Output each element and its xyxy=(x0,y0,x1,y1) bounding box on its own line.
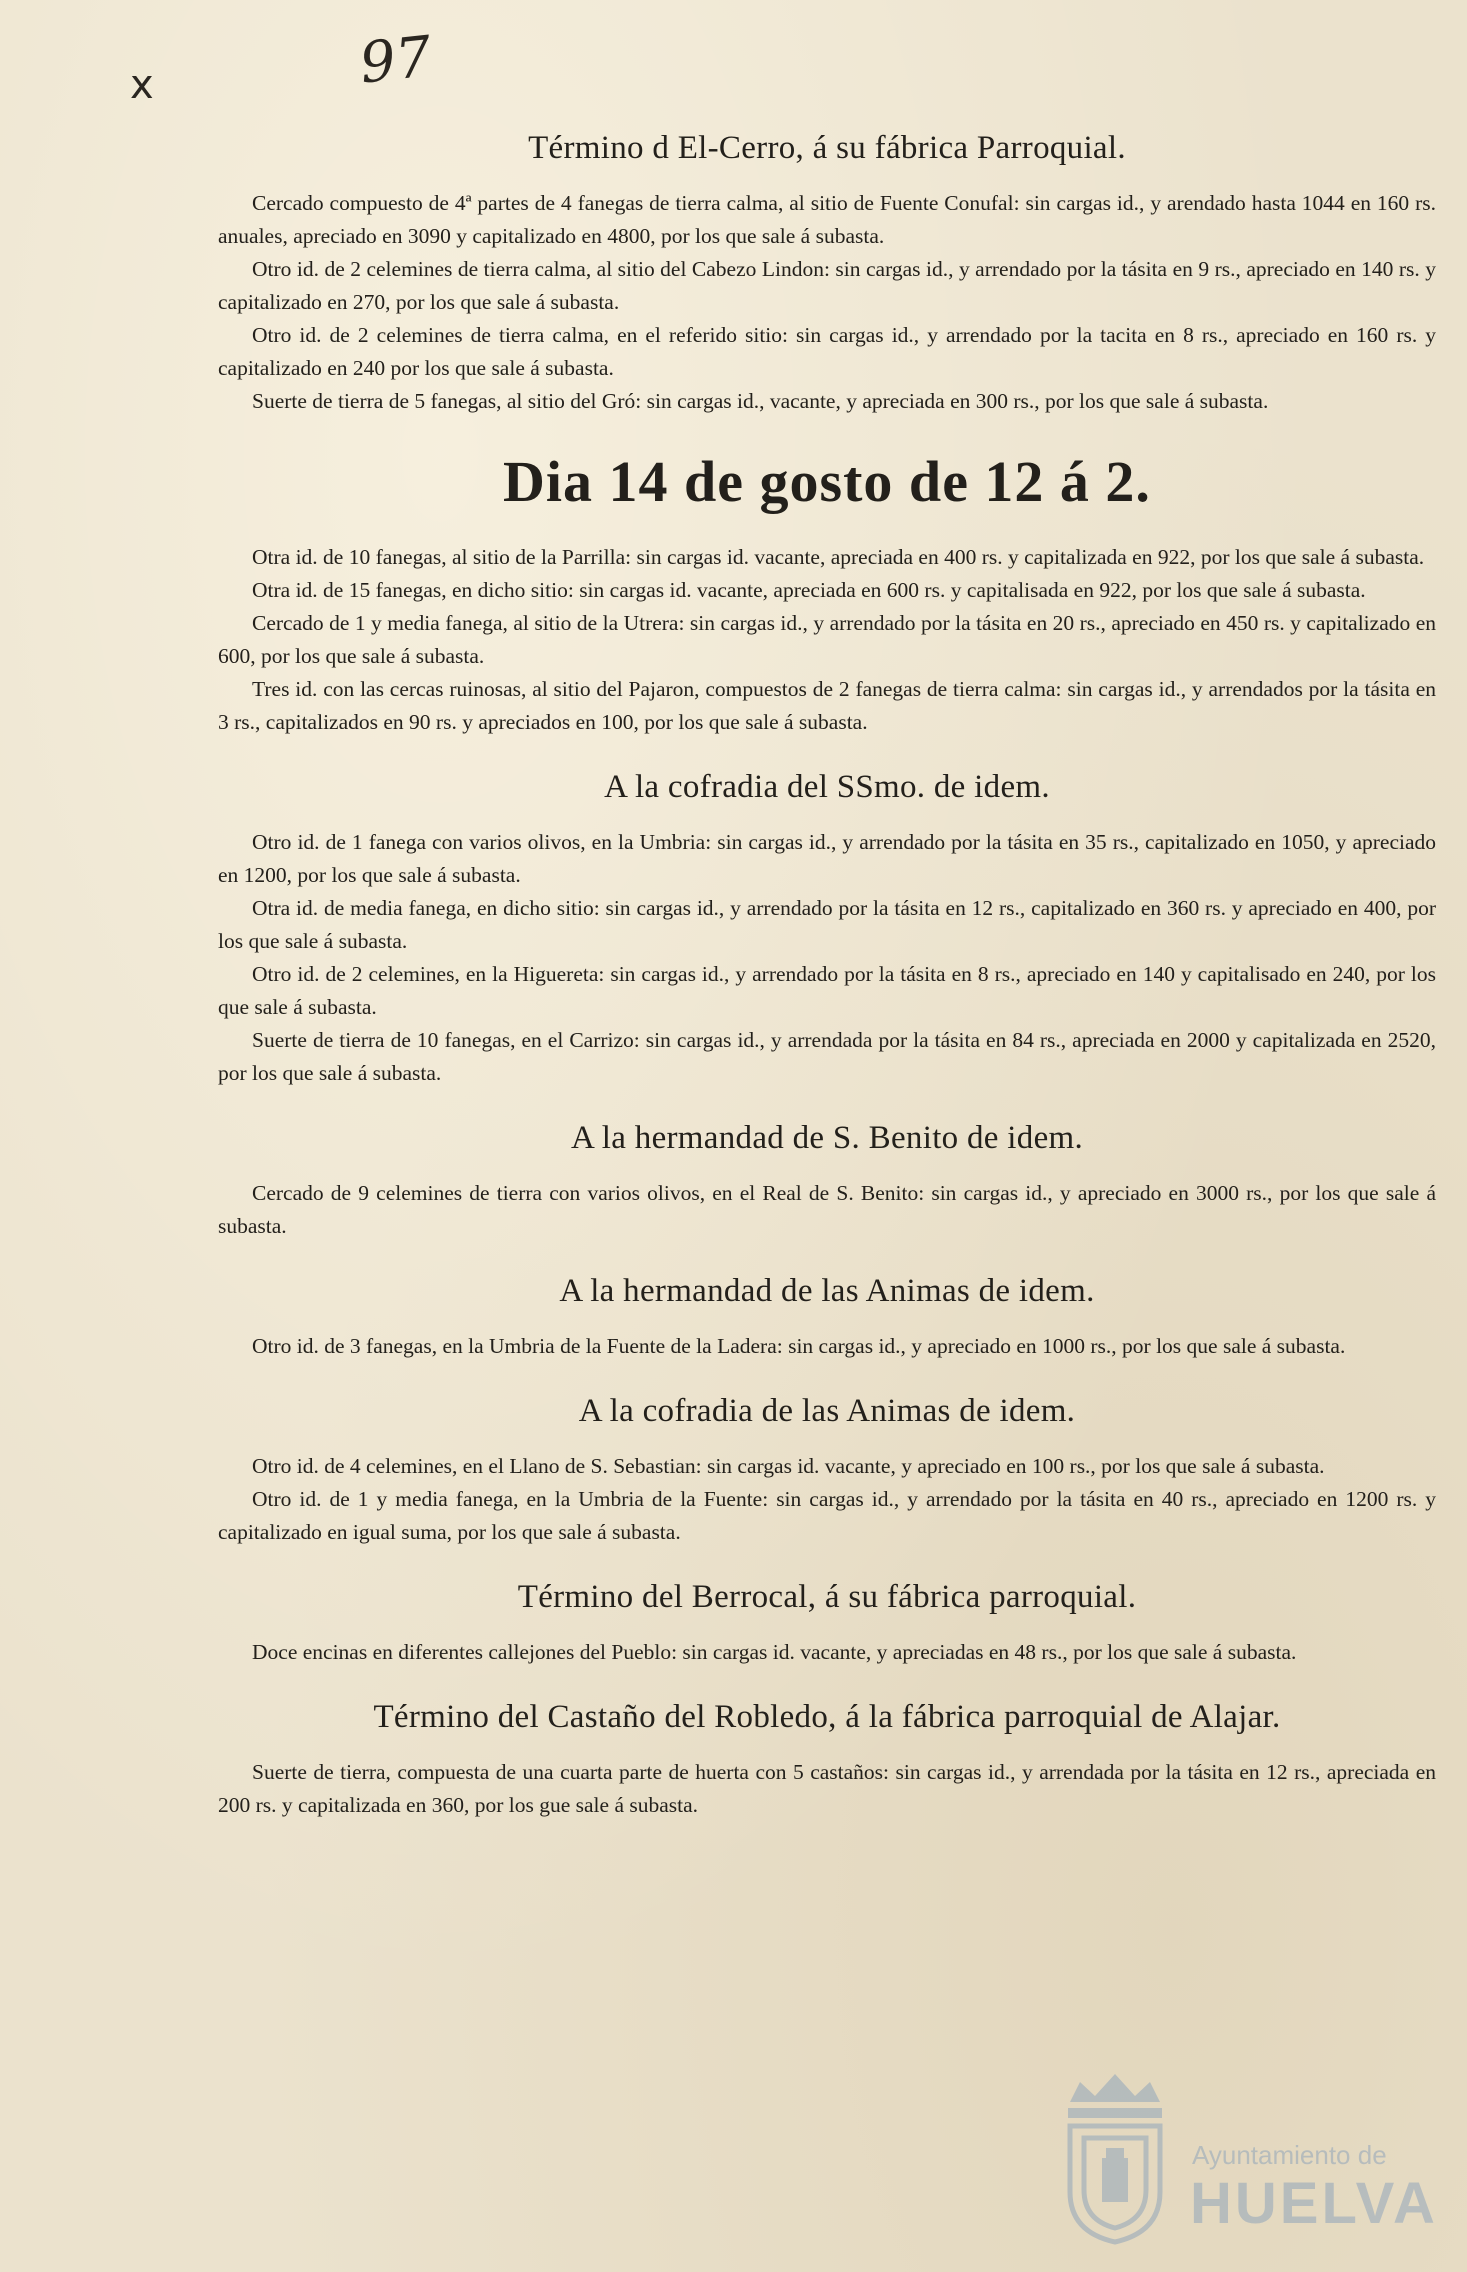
entry: Cercado compuesto de 4ª partes de 4 fanegas de tierra calma, al sitio de Fuente Conufal: sin cargas id., y arendado hasta 1044 en 160 rs. anuales, apreciado en 3090 y capitalizado en 4800, por los que sale á subasta. xyxy=(218,191,1436,248)
entry: Cercado de 1 y media fanega, al sitio de la Utrera: sin cargas id., y arrendado por la tásita en 20 rs., apreciado en 450 rs. y capitalizado en 600, por los que sale á subasta. xyxy=(218,611,1436,668)
watermark-line-1: Ayuntamiento de xyxy=(1192,2140,1387,2170)
entry: Otra id. de 10 fanegas, al sitio de la Parrilla: sin cargas id. vacante, apreciada en 400 rs. y capitalizada en 922, por los que sale á subasta. xyxy=(252,545,1425,569)
handwritten-folio-number: 97 xyxy=(356,24,435,97)
entry: Suerte de tierra de 5 fanegas, al sitio del Gró: sin cargas id., vacante, y apreciada en 300 rs., por los que sale á subasta. xyxy=(252,389,1269,413)
section-heading: A la cofradia de las Animas de idem. xyxy=(578,1393,1076,1429)
entry: Otra id. de 15 fanegas, en dicho sitio: sin cargas id. vacante, apreciada en 600 rs. y capitalisada en 922, por los que sale á subasta. xyxy=(252,578,1366,602)
entry: Otro id. de 2 celemines de tierra calma, al sitio del Cabezo Lindon: sin cargas id., y arrendado por la tásita en 9 rs., apreciado en 140 rs. y capitalizado en 270, por los que sale á subasta. xyxy=(218,257,1436,314)
section-el-cerro xyxy=(218,130,1436,418)
day-heading: Dia 14 de gosto de 12 á 2. xyxy=(503,449,1151,514)
entry: Otro id. de 3 fanegas, en la Umbria de la Fuente de la Ladera: sin cargas id., y apreciado en 1000 rs., por los que sale á subasta. xyxy=(252,1334,1346,1358)
handwritten-mark: x xyxy=(130,62,154,108)
crest-icon xyxy=(1050,2062,1180,2247)
entry: Otro id. de 4 celemines, en el Llano de S. Sebastian: sin cargas id. vacante, y apreciado en 100 rs., por los que sale á subasta. xyxy=(252,1454,1325,1478)
section-castano-robledo xyxy=(218,1699,1436,1822)
entry: Suerte de tierra, compuesta de una cuarta parte de huerta con 5 castaños: sin cargas id., y arrendada por la tásita en 12 rs., apreciada en 200 rs. y capitalizada en 360, por los gue sale á subasta. xyxy=(218,1760,1436,1817)
entry: Doce encinas en diferentes callejones del Pueblo: sin cargas id. vacante, y apreciadas en 48 rs., por los que sale á subasta. xyxy=(252,1640,1297,1664)
entry: Otra id. de media fanega, en dicho sitio: sin cargas id., y arrendado por la tásita en 12 rs., capitalizado en 360 rs. y apreciado en 400, por los que sale á subasta. xyxy=(218,896,1436,953)
section-berrocal xyxy=(218,1579,1436,1669)
section-heading: A la cofradia del SSmo. de idem. xyxy=(604,769,1050,805)
watermark-line-2: HUELVA xyxy=(1190,2171,1438,2236)
entry: Otro id. de 1 fanega con varios olivos, en la Umbria: sin cargas id., y arrendado por la tásita en 35 rs., capitalizado en 1050, y apreciado en 1200, por los que sale á subasta. xyxy=(218,830,1436,887)
ayuntamiento-huelva-watermark xyxy=(1050,2062,1438,2247)
entry: Cercado de 9 celemines de tierra con varios olivos, en el Real de S. Benito: sin cargas id., y apreciado en 3000 rs., por los que sale á subasta. xyxy=(218,1181,1436,1238)
section-heading: Término del Castaño del Robledo, á la fábrica parroquial de Alajar. xyxy=(373,1699,1281,1735)
section-hermandad-animas xyxy=(218,1273,1436,1363)
section-cofradia-ssmo xyxy=(218,769,1436,1090)
section-heading: A la hermandad de las Animas de idem. xyxy=(559,1273,1095,1309)
day-entries xyxy=(218,541,1436,739)
section-cofradia-animas xyxy=(218,1393,1436,1549)
section-heading: Término d El-Cerro, á su fábrica Parroquial. xyxy=(528,130,1126,166)
section-heading: Término del Berrocal, á su fábrica parroquial. xyxy=(517,1579,1137,1615)
entry: Suerte de tierra de 10 fanegas, en el Carrizo: sin cargas id., y arrendada por la tásita en 84 rs., apreciada en 2000 y capitalizada en 2520, por los que sale á subasta. xyxy=(218,1028,1436,1085)
entry: Otro id. de 1 y media fanega, en la Umbria de la Fuente: sin cargas id., y arrendado por la tásita en 40 rs., apreciado en 1200 rs. y capitalizado en igual suma, por los que sale á subasta. xyxy=(218,1487,1436,1544)
section-heading: A la hermandad de S. Benito de idem. xyxy=(570,1120,1084,1156)
entry: Tres id. con las cercas ruinosas, al sitio del Pajaron, compuestos de 2 fanegas de tierra calma: sin cargas id., y arrendados por la tásita en 3 rs., capitalizados en 90 rs. y apreciados en 100, por los que sale á subasta. xyxy=(218,677,1436,734)
entry: Otro id. de 2 celemines de tierra calma, en el referido sitio: sin cargas id., y arrendado por la tacita en 8 rs., apreciado en 160 rs. y capitalizado en 240 por los que sale á subasta. xyxy=(218,323,1436,380)
document-body xyxy=(218,130,1436,1852)
entry: Otro id. de 2 celemines, en la Higuereta: sin cargas id., y arrendado por la tásita en 8 rs., apreciado en 140 y capitalisado en 240, por los que sale á subasta. xyxy=(218,962,1436,1019)
section-hermandad-s-benito xyxy=(218,1120,1436,1243)
